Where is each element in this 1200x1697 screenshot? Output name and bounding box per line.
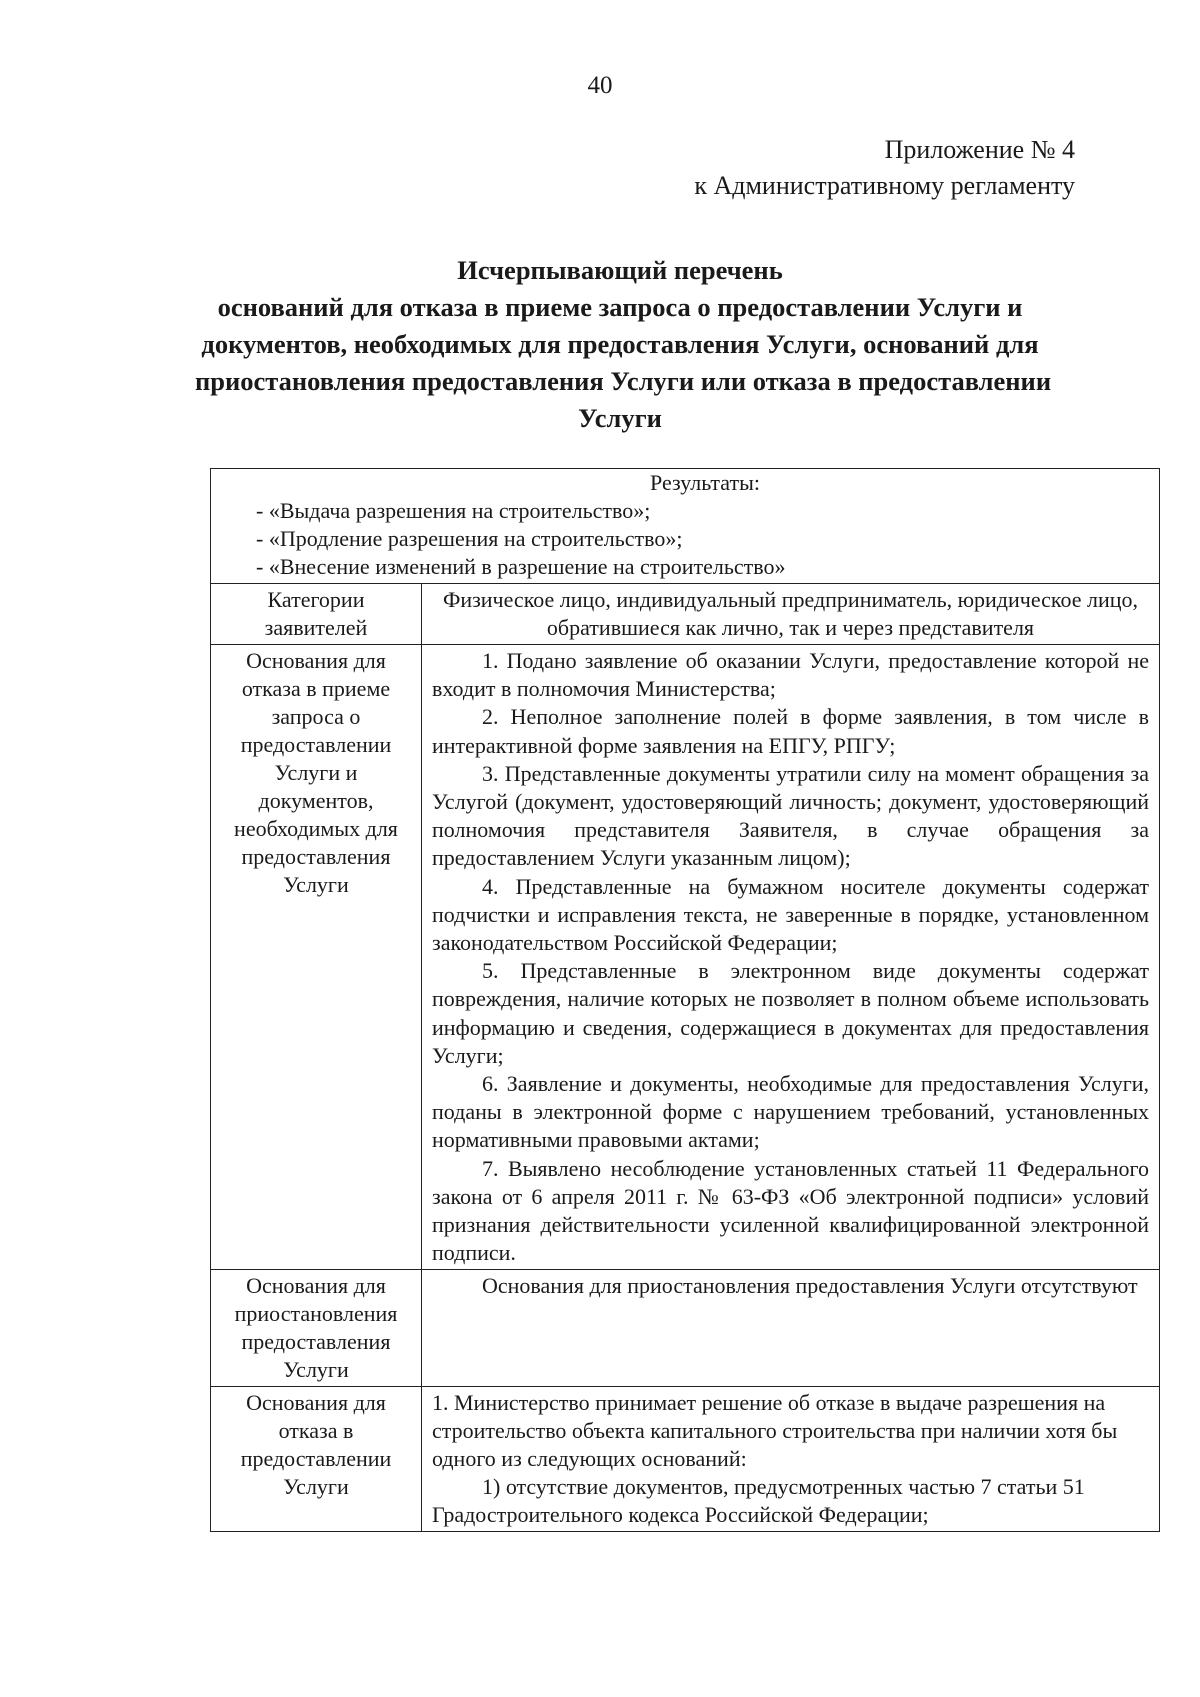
refusal-subitem: 1) отсутствие документов, предусмотренных частью 7 статьи 51 Градостроительного кодекса Российской Федерации;: [432, 1474, 1085, 1528]
page-number: 40: [587, 72, 613, 99]
title-line: оснований для отказа в приеме запроса о предоставлении Услуги и: [217, 292, 1023, 322]
row-label: [211, 1270, 422, 1386]
ground-item: 2. Неполное заполнение полей в форме заявления, в том числе в интерактивной форме заявления на ЕПГУ, РПГУ;: [432, 704, 1149, 758]
row-applicant-categories: [211, 584, 1159, 645]
results-item: - «Продление разрешения на строительство»;: [256, 526, 683, 551]
ground-item: 5. Представленные в электронном виде документы содержат повреждения, наличие которых не позволяет в полном объеме использовать информацию и сведения, содержащиеся в документах для предоставления Услуги;: [432, 958, 1149, 1068]
label-line: документов,: [258, 788, 374, 813]
row-content: [422, 584, 1159, 644]
row-refusal-reception: [211, 645, 1159, 1270]
label-line: Категории: [267, 587, 365, 612]
grounds-table: [210, 468, 1160, 1532]
label-line: предоставлении: [240, 732, 392, 757]
row-content: [422, 1387, 1159, 1531]
ground-item: 4. Представленные на бумажном носителе документы содержат подчистки и исправления текста, не заверенные в порядке, установленном законодательством Российской Федерации;: [432, 873, 1149, 956]
label-line: предоставления: [241, 1329, 391, 1355]
row-label: [211, 1387, 422, 1531]
suspension-text: Основания для приостановления предоставления Услуги отсутствуют: [482, 1273, 1138, 1299]
label-line: Услуги: [283, 872, 349, 897]
label-line: Услуги: [283, 1357, 349, 1383]
results-item: - «Выдача разрешения на строительство»;: [256, 498, 651, 523]
label-line: запроса о: [271, 704, 361, 729]
ground-item: 1. Подано заявление об оказании Услуги, предоставление которой не входит в полномочия Министерства;: [432, 648, 1149, 702]
results-header: [211, 469, 1159, 584]
label-line: предоставления: [241, 844, 391, 869]
row-content: [422, 1270, 1159, 1386]
ground-item: 6. Заявление и документы, необходимые для предоставления Услуги, поданы в электронной форме с нарушением требований, установленных нормативными правовыми актами;: [432, 1071, 1149, 1153]
label-line: отказа в: [278, 1418, 354, 1444]
label-line: Услуги и: [274, 760, 358, 785]
title-line: Исчерпывающий перечень: [457, 255, 783, 285]
label-line: предоставлении: [240, 1446, 392, 1472]
title-line: приостановления предоставления Услуги или отказа в предоставлении: [195, 366, 1052, 396]
row-label: [211, 645, 422, 1269]
appendix-reference: к Административному регламенту: [694, 171, 1075, 200]
ground-item: 3. Представленные документы утратили силу на момент обращения за Услугой (документ, удостоверяющий личность; документ, удостоверяющий полномочия представителя Заявителя, в случае обращения за предоставлением Услуги указанным лицом);: [432, 760, 1149, 871]
label-line: отказа в приеме: [241, 676, 391, 701]
refusal-item: 1. Министерство принимает решение об отказе в выдаче разрешения на строительство объекта капитального строительства при наличии хотя бы одного из следующих оснований:: [432, 1390, 1118, 1472]
label-line: Основания для: [246, 648, 386, 673]
results-title: Результаты:: [650, 470, 760, 495]
title-line: Услуги: [578, 403, 662, 433]
label-line: заявителей: [264, 615, 368, 640]
label-line: необходимых для: [234, 816, 398, 841]
row-label: [211, 584, 422, 644]
row-suspension: [211, 1270, 1159, 1387]
appendix-number: Приложение № 4: [884, 135, 1075, 164]
ground-item: 7. Выявлено несоблюдение установленных статьей 11 Федерального закона от 6 апреля 2011 г. № 63-ФЗ «Об электронной подписи» условий признания действительности усиленной квалифицированной электронной подписи.: [432, 1155, 1149, 1266]
row-refusal-service: [211, 1387, 1159, 1531]
label-line: приостановления: [234, 1301, 398, 1327]
title-line: документов, необходимых для предоставления Услуги, оснований для: [201, 329, 1039, 359]
results-item: - «Внесение изменений в разрешение на строительство»: [256, 554, 786, 579]
document-title: [195, 252, 1052, 437]
categories-text: Физическое лицо, индивидуальный предприниматель, юридическое лицо, обратившиеся как лично, так и через представителя: [442, 587, 1139, 640]
label-line: Услуги: [283, 1474, 349, 1500]
label-line: Основания для: [246, 1273, 386, 1299]
appendix-heading: [694, 132, 1075, 204]
row-content: [422, 645, 1159, 1269]
label-line: Основания для: [246, 1390, 386, 1416]
